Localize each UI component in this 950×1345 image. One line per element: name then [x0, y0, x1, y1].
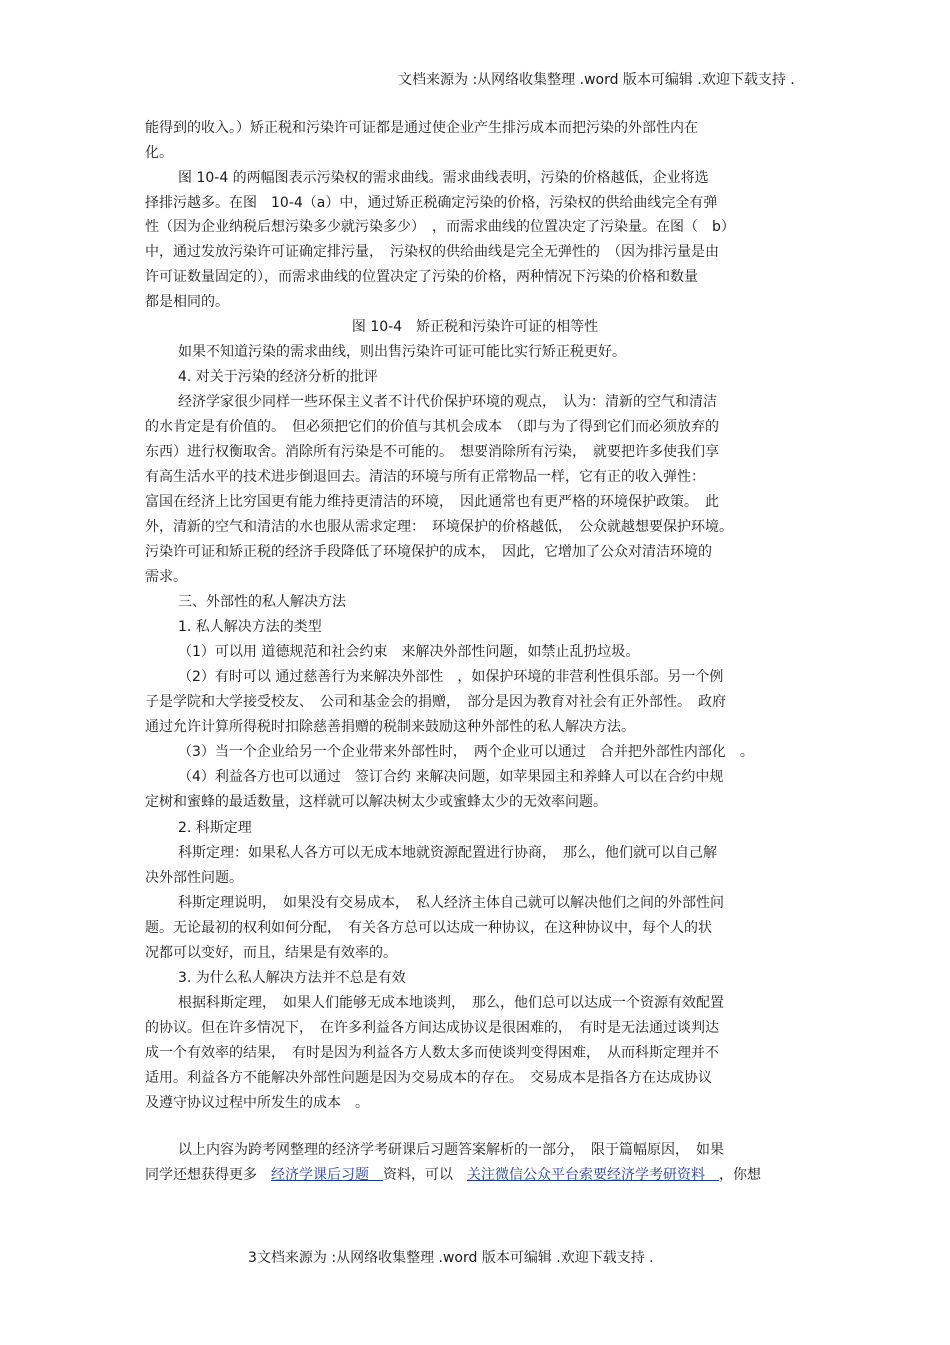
text-line: 根据科斯定理， 如果人们能够无成本地谈判， 那么，他们总可以达成一个资源有效配置: [178, 995, 724, 1011]
section-heading: 三、外部性的私人解决方法: [178, 594, 346, 610]
text-line: 通过允许计算所得税时扣除慈善捐赠的税制来鼓励这种外部性的私人解决方法。: [145, 719, 635, 735]
figure-caption: 图 10-4 矫正税和污染许可证的相等性: [351, 319, 599, 335]
text-line: 化。: [145, 145, 173, 161]
text-line: 定树和蜜蜂的最适数量，这样就可以解决树太少或蜜蜂太少的无效率问题。: [145, 794, 607, 810]
text-line: 外，清新的空气和清洁的水也服从需求定理： 环境保护的价格越低， 公众就越想要保护环境。: [145, 519, 733, 535]
page-footer: 3文档来源为 :从网络收集整理 .word 版本可编辑 .欢迎下载支持 .: [248, 1250, 654, 1266]
closing-text: 同学还想获得更多: [145, 1167, 271, 1183]
closing-text: ，你想: [719, 1167, 761, 1183]
text-line: 有高生活水平的技术进步倒退回去。清洁的环境与所有正常物品一样，它有正的收入弹性：: [145, 469, 705, 485]
section-heading: 4. 对关于污染的经济分析的批评: [178, 369, 378, 385]
text-line: （1）可以用 道德规范和社会约束 来解决外部性问题，如禁止乱扔垃圾。: [178, 644, 640, 660]
text-line: （2）有时可以 通过慈善行为来解决外部性 ，如保护环境的非营利性俱乐部。另一个例: [178, 669, 724, 685]
closing-line: [145, 1165, 761, 1185]
page-header: 文档来源为 :从网络收集整理 .word 版本可编辑 .欢迎下载支持 .: [398, 72, 795, 88]
text-line: 污染许可证和矫正税的经济手段降低了环境保护的成本， 因此，它增加了公众对清洁环境的: [145, 544, 712, 560]
text-line: （3）当一个企业给另一个企业带来外部性时， 两个企业可以通过 合并把外部性内部化 。: [178, 744, 754, 760]
text-line: 图 10-4 的两幅图表示污染权的需求曲线。需求曲线表明，污染的价格越低，企业将选: [178, 170, 709, 186]
text-line: 能得到的收入。）矫正税和污染许可证都是通过使企业产生排污成本而把污染的外部性内在: [145, 120, 698, 136]
section-heading: 2. 科斯定理: [178, 820, 252, 836]
text-line: 子是学院和大学接受校友、 公司和基金会的捐赠， 部分是因为教育对社会有正外部性。 政府: [145, 694, 726, 710]
text-line: 如果不知道污染的需求曲线，则出售污染许可证可能比实行矫正税更好。: [178, 344, 626, 360]
text-line: 决外部性问题。: [145, 870, 243, 886]
text-line: 富国在经济上比穷国更有能力维持更清洁的环境， 因此通常也有更严格的环境保护政策。 此: [145, 494, 719, 510]
text-line: 中，通过发放污染许可证确定排污量， 污染权的供给曲线是完全无弹性的 （因为排污量是由: [145, 244, 719, 260]
text-line: 科斯定理：如果私人各方可以无成本地就资源配置进行协商， 那么，他们就可以自己解: [178, 845, 717, 861]
text-line: 以上内容为跨考网整理的经济学考研课后习题答案解析的一部分， 限于篇幅原因， 如果: [178, 1142, 724, 1158]
wechat-link[interactable]: 关注微信公众平台索要经济学考研资料: [467, 1167, 719, 1183]
text-line: （4）利益各方也可以通过 签订合约 来解决问题，如苹果园主和养蜂人可以在合约中规: [178, 769, 724, 785]
homework-link[interactable]: 经济学课后习题: [271, 1167, 383, 1183]
text-line: 性（因为企业纳税后想污染多少就污染多少） ，而需求曲线的位置决定了污染量。在图（ b）: [145, 219, 735, 235]
text-line: 的协议。但在许多情况下， 在许多利益各方间达成协议是很困难的， 有时是无法通过谈判达: [145, 1020, 719, 1036]
text-line: 的水肯定是有价值的。 但必须把它们的价值与其机会成本 （即与为了得到它们而必须放弃的: [145, 419, 719, 435]
text-line: 经济学家很少同样一些环保主义者不计代价保护环境的观点， 认为：清新的空气和清洁: [178, 394, 717, 410]
text-line: 成一个有效率的结果， 有时是因为利益各方人数太多而使谈判变得困难， 从而科斯定理并不: [145, 1045, 719, 1061]
text-line: 况都可以变好，而且，结果是有效率的。: [145, 945, 397, 961]
text-line: 东西）进行权衡取舍。消除所有污染是不可能的。 想要消除所有污染， 就要把许多使我们享: [145, 444, 719, 460]
closing-text: 资料，可以: [383, 1167, 467, 1183]
text-line: 都是相同的。: [145, 294, 229, 310]
text-line: 择排污越多。在图 10-4（a）中，通过矫正税确定污染的价格，污染权的供给曲线完全有弹: [145, 195, 718, 211]
text-line: 需求。: [145, 569, 187, 585]
section-heading: 1. 私人解决方法的类型: [178, 619, 322, 635]
text-line: 题。无论最初的权利如何分配， 有关各方总可以达成一种协议，在这种协议中，每个人的状: [145, 920, 712, 936]
text-line: 及遵守协议过程中所发生的成本 。: [145, 1095, 369, 1111]
text-line: 许可证数量固定的），而需求曲线的位置决定了污染的价格，两种情况下污染的价格和数量: [145, 269, 698, 285]
section-heading: 3. 为什么私人解决方法并不总是有效: [178, 970, 406, 986]
text-line: 科斯定理说明， 如果没有交易成本， 私人经济主体自己就可以解决他们之间的外部性问: [178, 895, 724, 911]
text-line: 适用。利益各方不能解决外部性问题是因为交易成本的存在。 交易成本是指各方在达成协议: [145, 1070, 712, 1086]
